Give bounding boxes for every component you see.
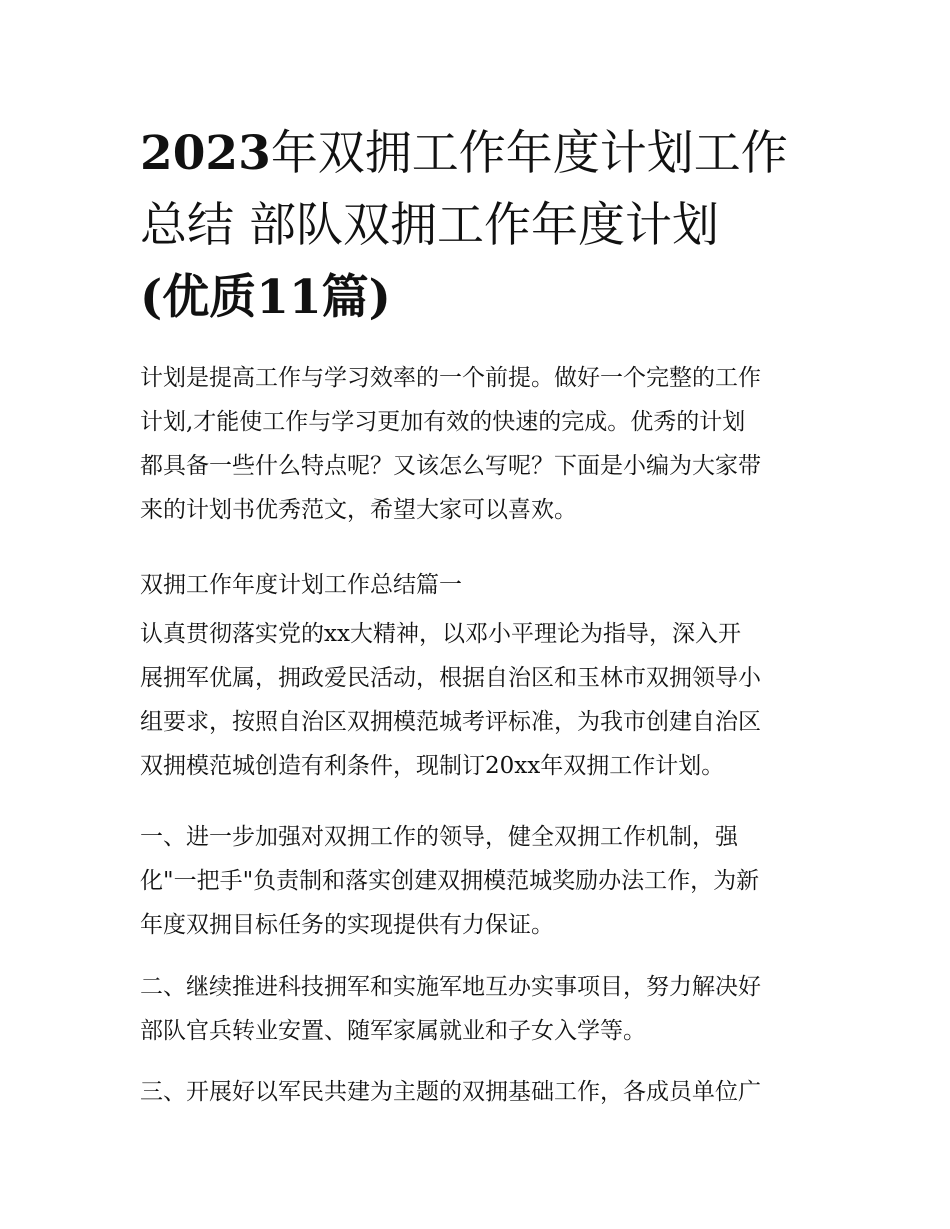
title-line-1 xyxy=(140,118,840,190)
section-heading xyxy=(140,563,820,607)
paragraph-line: 年度双拥目标任务的实现提供有力保证。 xyxy=(140,912,554,938)
intro-paragraph xyxy=(140,356,820,532)
title-line-2 xyxy=(140,190,840,262)
title-line-3-prefix: (优质 xyxy=(140,270,257,325)
paragraph-line: 双拥模范城创造有利条件，现制订20xx年双拥工作计划。 xyxy=(140,753,725,779)
paragraph-line: 展拥军优属，拥政爱民活动，根据自治区和玉林市双拥领导小 xyxy=(140,665,761,691)
paragraph-4 xyxy=(140,1070,820,1114)
paragraph-line: 一、进一步加强对双拥工作的领导，健全双拥工作机制，强 xyxy=(140,824,738,850)
paragraph-line: 部队官兵转业安置、随军家属就业和子女入学等。 xyxy=(140,1018,646,1044)
document-title xyxy=(140,118,840,334)
intro-line: 计划,才能使工作与学习更加有效的快速的完成。优秀的计划 xyxy=(140,409,746,435)
paragraph-line: 三、开展好以军民共建为主题的双拥基础工作，各成员单位广 xyxy=(140,1079,761,1105)
title-line-2-text: 总结 部队双拥工作年度计划 xyxy=(140,198,719,253)
intro-line: 计划是提高工作与学习效率的一个前提。做好一个完整的工作 xyxy=(140,365,761,391)
paragraph-line: 认真贯彻落实党的xx大精神，以邓小平理论为指导，深入开 xyxy=(140,621,741,647)
paragraph-line: 化"一把手"负责制和落实创建双拥模范城奖励办法工作，为新 xyxy=(140,868,760,894)
title-line-3-suffix: 篇) xyxy=(321,270,391,325)
intro-line: 来的计划书优秀范文，希望大家可以喜欢。 xyxy=(140,497,577,523)
title-year: 2023 xyxy=(140,126,271,181)
intro-line: 都具备一些什么特点呢？又该怎么写呢？下面是小编为大家带 xyxy=(140,453,761,479)
section-heading-text: 双拥工作年度计划工作总结篇一 xyxy=(140,572,462,598)
paragraph-line: 二、继续推进科技拥军和实施军地互办实事项目，努力解决好 xyxy=(140,974,761,1000)
paragraph-1 xyxy=(140,612,820,788)
title-line-3 xyxy=(140,262,840,334)
title-line-1-text: 年双拥工作年度计划工作 xyxy=(270,126,788,181)
paragraph-2 xyxy=(140,815,820,947)
paragraph-3 xyxy=(140,965,820,1053)
title-count: 11 xyxy=(256,270,322,325)
paragraph-line: 组要求，按照自治区双拥模范城考评标准，为我市创建自治区 xyxy=(140,709,761,735)
